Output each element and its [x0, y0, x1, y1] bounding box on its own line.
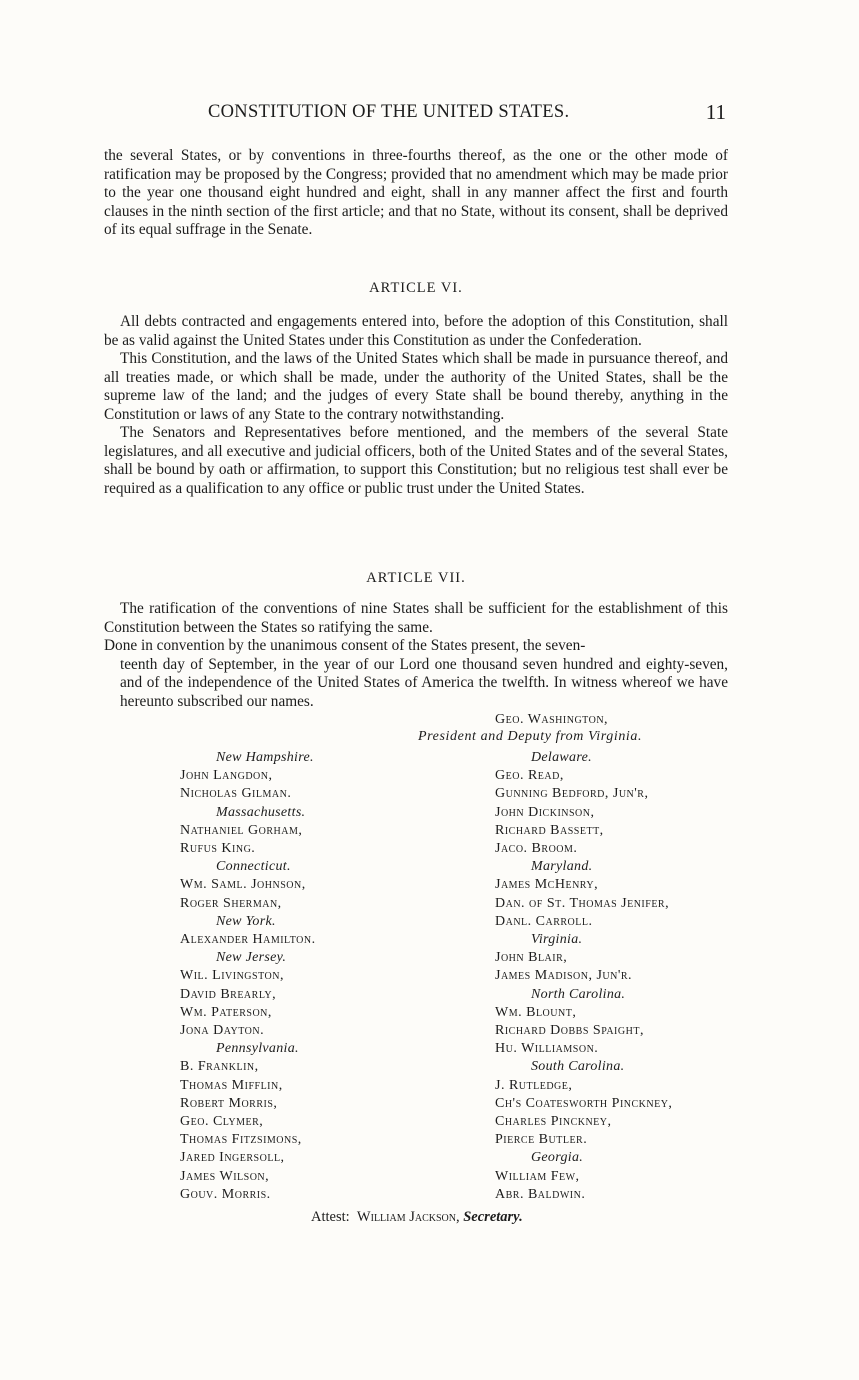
signer-name: John Dickinson,: [495, 804, 595, 820]
article-vi-paragraph: This Constitution, and the laws of the United States which shall be made in pursuance thereof, and all treaties made, or which shall be made, under the authority of the United States, shall be the supreme law of the land; and the judges of every State shall be bound thereby, anything in the Constitution or laws of any State to the contrary notwithstanding.: [104, 350, 728, 423]
signer-name: John Blair,: [495, 950, 568, 966]
signer-state-heading: Connecticut.: [216, 859, 291, 875]
signer-name: Alexander Hamilton.: [180, 932, 316, 947]
signer-name: Wm. Saml. Johnson,: [180, 877, 306, 893]
signer-name: Richard Dobbs Spaight,: [495, 1023, 644, 1038]
signer-name: Hu. Williamson.: [495, 1041, 599, 1057]
signer-name: James Madison, Jun'r.: [495, 968, 633, 984]
president-title: President and Deputy from Virginia.: [418, 729, 643, 744]
signer-name: Thomas Fitzsimons,: [180, 1132, 302, 1148]
running-title: CONSTITUTION OF THE UNITED STATES.: [208, 102, 570, 122]
article-vii-heading: ARTICLE VII.: [366, 570, 466, 586]
signer-name: Gunning Bedford, Jun'r,: [495, 786, 649, 802]
signer-state-heading: Georgia.: [531, 1150, 584, 1166]
running-header: [104, 100, 728, 128]
signer-name: Rufus King.: [180, 841, 256, 856]
article-vi-body: [104, 313, 728, 498]
done-remaining-lines: teenth day of September, in the year of our Lord one thousand seven hundred and eighty-seven, and of the independence of the United States of America the twelfth. In witness whereof we have hereunto subscribed our names.: [120, 655, 728, 710]
article-vi-paragraph: The Senators and Representatives before mentioned, and the members of the several State legislatures, and all executive and judicial officers, both of the United States and of the several States, shall be bound by oath or affirmation, to support this Constitution; but no religious test shall ever be required as a qualification to any office or public trust under the United States.: [104, 424, 728, 497]
done-in-convention: [104, 637, 728, 711]
signer-name: Robert Morris,: [180, 1095, 278, 1111]
signer-name: Thomas Mifflin,: [180, 1077, 283, 1093]
attest-title: Secretary.: [463, 1209, 523, 1225]
signer-name: Danl. Carroll.: [495, 913, 593, 929]
signer-state-heading: New York.: [216, 913, 276, 929]
signer-name: Richard Bassett,: [495, 822, 604, 838]
signer-name: Nicholas Gilman.: [180, 786, 292, 802]
signer-name: Gouv. Morris.: [180, 1186, 271, 1202]
signer-name: Roger Sherman,: [180, 895, 282, 911]
attestation: [311, 1209, 523, 1226]
article-vi-heading: ARTICLE VI.: [369, 280, 463, 296]
signer-state-heading: North Carolina.: [531, 986, 626, 1002]
signer-name: J. Rutledge,: [495, 1077, 573, 1093]
article-vii-paragraph: The ratification of the conventions of nine States shall be sufficient for the establishment of this Constitution between the States so ratifying the same.: [104, 600, 728, 636]
signer-name: Wm. Paterson,: [180, 1004, 272, 1020]
signer-state-heading: Virginia.: [531, 932, 583, 947]
signer-state-heading: Maryland.: [531, 859, 593, 875]
signer-state-heading: New Hampshire.: [216, 750, 314, 765]
signer-name: Nathaniel Gorham,: [180, 822, 303, 838]
signer-name: Jaco. Broom.: [495, 841, 578, 856]
signer-name: Geo. Clymer,: [180, 1114, 264, 1129]
signer-state-heading: Pennsylvania.: [216, 1041, 299, 1057]
intro-paragraph: [104, 147, 728, 240]
signer-name: Dan. of St. Thomas Jenifer,: [495, 895, 670, 911]
signer-name: Jared Ingersoll,: [180, 1150, 285, 1166]
article-vii-body: [104, 600, 728, 637]
signer-name: B. Franklin,: [180, 1059, 259, 1075]
signer-state-heading: South Carolina.: [531, 1059, 625, 1075]
signer-name: William Few,: [495, 1168, 580, 1184]
signer-name: Abr. Baldwin.: [495, 1186, 586, 1202]
signer-name: James McHenry,: [495, 877, 599, 893]
signer-state-heading: Delaware.: [531, 750, 592, 765]
article-vi-paragraph: All debts contracted and engagements entered into, before the adoption of this Constitution, shall be as valid against the United States under this Constitution as under the Confederation.: [104, 313, 728, 349]
signer-name: Ch's Coatesworth Pinckney,: [495, 1095, 673, 1111]
done-first-line: Done in convention by the unanimous consent of the States present, the seven-: [104, 637, 586, 654]
signer-name: Geo. Read,: [495, 768, 564, 784]
signer-name: John Langdon,: [180, 768, 273, 784]
signer-name: James Wilson,: [180, 1168, 270, 1184]
signer-name: Wil. Livingston,: [180, 968, 284, 984]
signer-name: Pierce Butler.: [495, 1132, 588, 1148]
president-name: Geo. Washington,: [495, 712, 609, 727]
signer-name: Wm. Blount,: [495, 1004, 577, 1020]
signer-state-heading: Massachusetts.: [216, 804, 306, 820]
signer-name: David Brearly,: [180, 986, 277, 1002]
signer-state-heading: New Jersey.: [216, 950, 287, 966]
attest-label: Attest:: [311, 1209, 350, 1225]
signer-name: Charles Pinckney,: [495, 1114, 612, 1129]
page-number: 11: [705, 100, 726, 124]
intro-text: the several States, or by conventions in three-fourths thereof, as the one or the other mode of ratification may be proposed by the Congress; provided that no amendment which may be made prior to the year one thousand eight hundred and eight, shall in any manner affect the first and fourth clauses in the ninth section of the first article; and that no State, without its consent, shall be deprived of its equal suffrage in the Senate.: [104, 147, 728, 239]
signer-name: Jona Dayton.: [180, 1023, 265, 1038]
attest-name: William Jackson,: [356, 1209, 460, 1225]
